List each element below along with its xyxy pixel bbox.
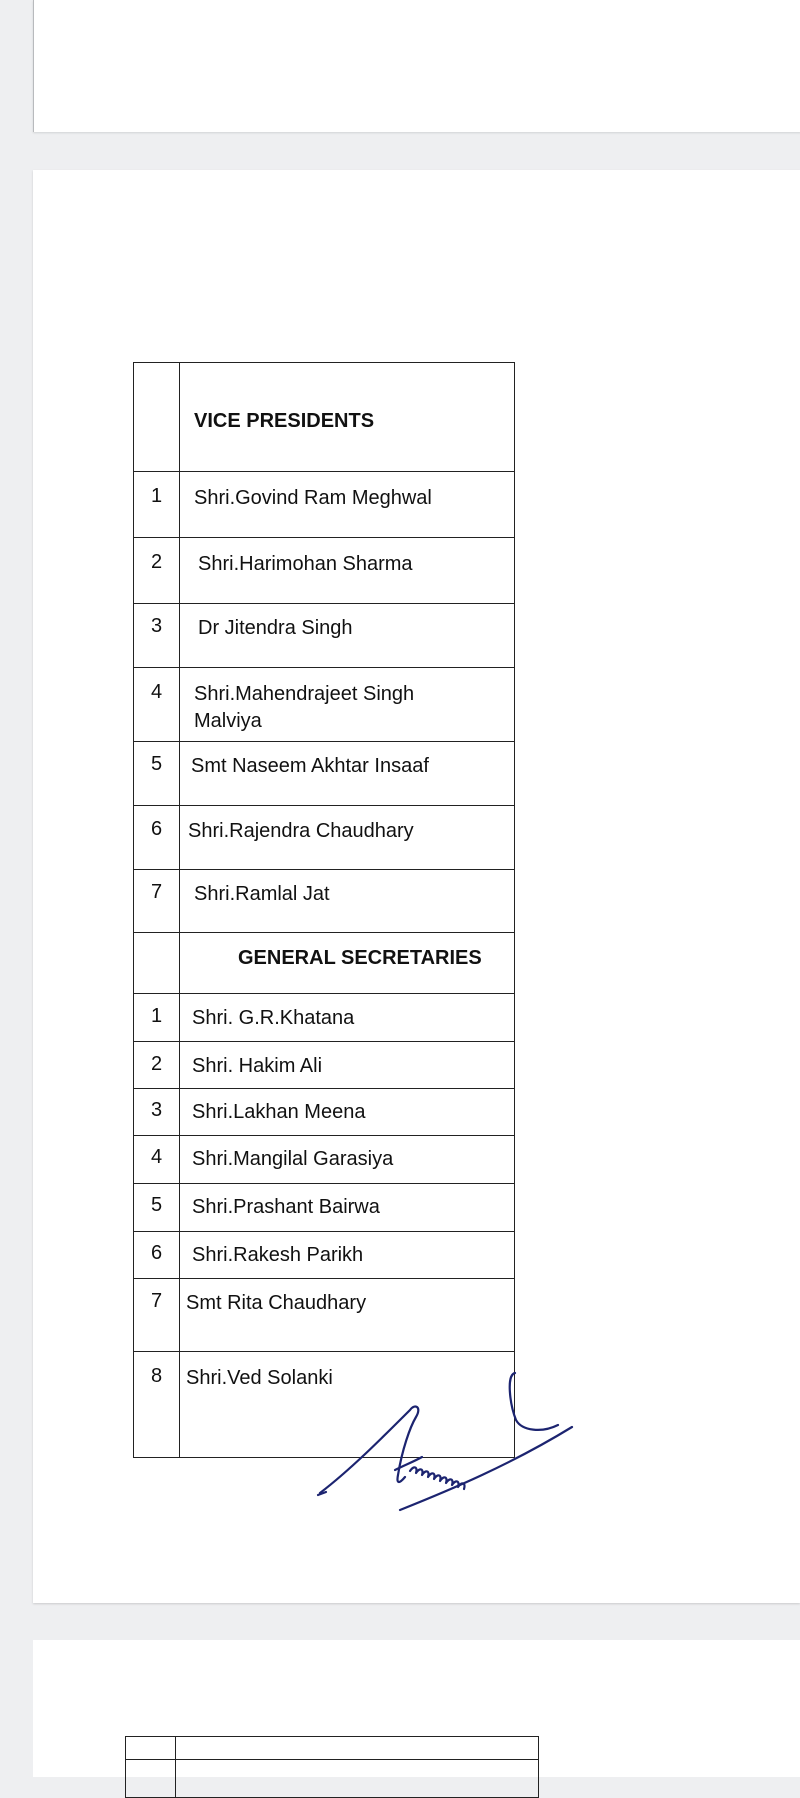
- row-divider: [126, 1759, 538, 1760]
- table-row-name: Shri.Mahendrajeet Singh Malviya: [194, 683, 415, 732]
- row-number: 6: [150, 1242, 163, 1264]
- table-row-name: Shri.Ved Solanki: [186, 1367, 333, 1389]
- row-number: 4: [150, 681, 163, 703]
- row-number: 5: [150, 753, 163, 775]
- row-number: 7: [150, 1290, 163, 1312]
- office-bearers-table: [133, 362, 515, 1458]
- table-row-name: Shri.Rajendra Chaudhary: [188, 820, 414, 842]
- column-divider: [179, 363, 180, 1457]
- table-row-name: Smt Rita Chaudhary: [186, 1292, 367, 1314]
- row-divider: [134, 471, 514, 472]
- table-row-name: Shri.Harimohan Sharma: [198, 553, 413, 575]
- row-divider: [134, 741, 514, 742]
- next-page-table: [125, 1736, 539, 1798]
- table-row-name: Shri.Prashant Bairwa: [192, 1196, 380, 1218]
- table-row-name: Shri.Lakhan Meena: [192, 1101, 366, 1123]
- row-number: 1: [150, 485, 163, 507]
- row-divider: [134, 805, 514, 806]
- row-number: 6: [150, 818, 163, 840]
- row-number: 5: [150, 1194, 163, 1216]
- general-secretaries-heading: GENERAL SECRETARIES: [238, 947, 482, 969]
- table-row-name: Shri. Hakim Ali: [192, 1055, 323, 1077]
- table-row-name: Shri.Govind Ram Meghwal: [194, 487, 432, 509]
- table-row-name: Shri.Mangilal Garasiya: [192, 1148, 394, 1170]
- row-divider: [134, 1351, 514, 1352]
- row-divider: [134, 603, 514, 604]
- row-number: 1: [150, 1005, 163, 1027]
- table-row-name: Shri. G.R.Khatana: [192, 1007, 355, 1029]
- signature-image: [310, 1365, 580, 1530]
- table-row-name: Smt Naseem Akhtar Insaaf: [191, 755, 429, 777]
- row-divider: [134, 1135, 514, 1136]
- row-divider: [134, 1231, 514, 1232]
- row-divider: [134, 1183, 514, 1184]
- row-divider: [134, 537, 514, 538]
- row-number: 2: [150, 551, 163, 573]
- row-divider: [134, 993, 514, 994]
- row-divider: [134, 1088, 514, 1089]
- row-number: 2: [150, 1053, 163, 1075]
- row-divider: [134, 932, 514, 933]
- table-row-name: Shri.Rakesh Parikh: [192, 1244, 364, 1266]
- row-number: 7: [150, 881, 163, 903]
- row-divider: [134, 667, 514, 668]
- row-divider: [134, 869, 514, 870]
- column-divider: [175, 1737, 176, 1797]
- row-number: 3: [150, 615, 163, 637]
- table-row-name: Dr Jitendra Singh: [198, 617, 353, 639]
- table-row-name: Shri.Ramlal Jat: [194, 883, 330, 905]
- row-divider: [134, 1041, 514, 1042]
- row-number: 3: [150, 1099, 163, 1121]
- row-number: 4: [150, 1146, 163, 1168]
- document-page-previous: [33, 0, 800, 132]
- row-number: 8: [150, 1365, 163, 1387]
- row-divider: [134, 1278, 514, 1279]
- vice-presidents-heading: VICE PRESIDENTS: [194, 410, 375, 432]
